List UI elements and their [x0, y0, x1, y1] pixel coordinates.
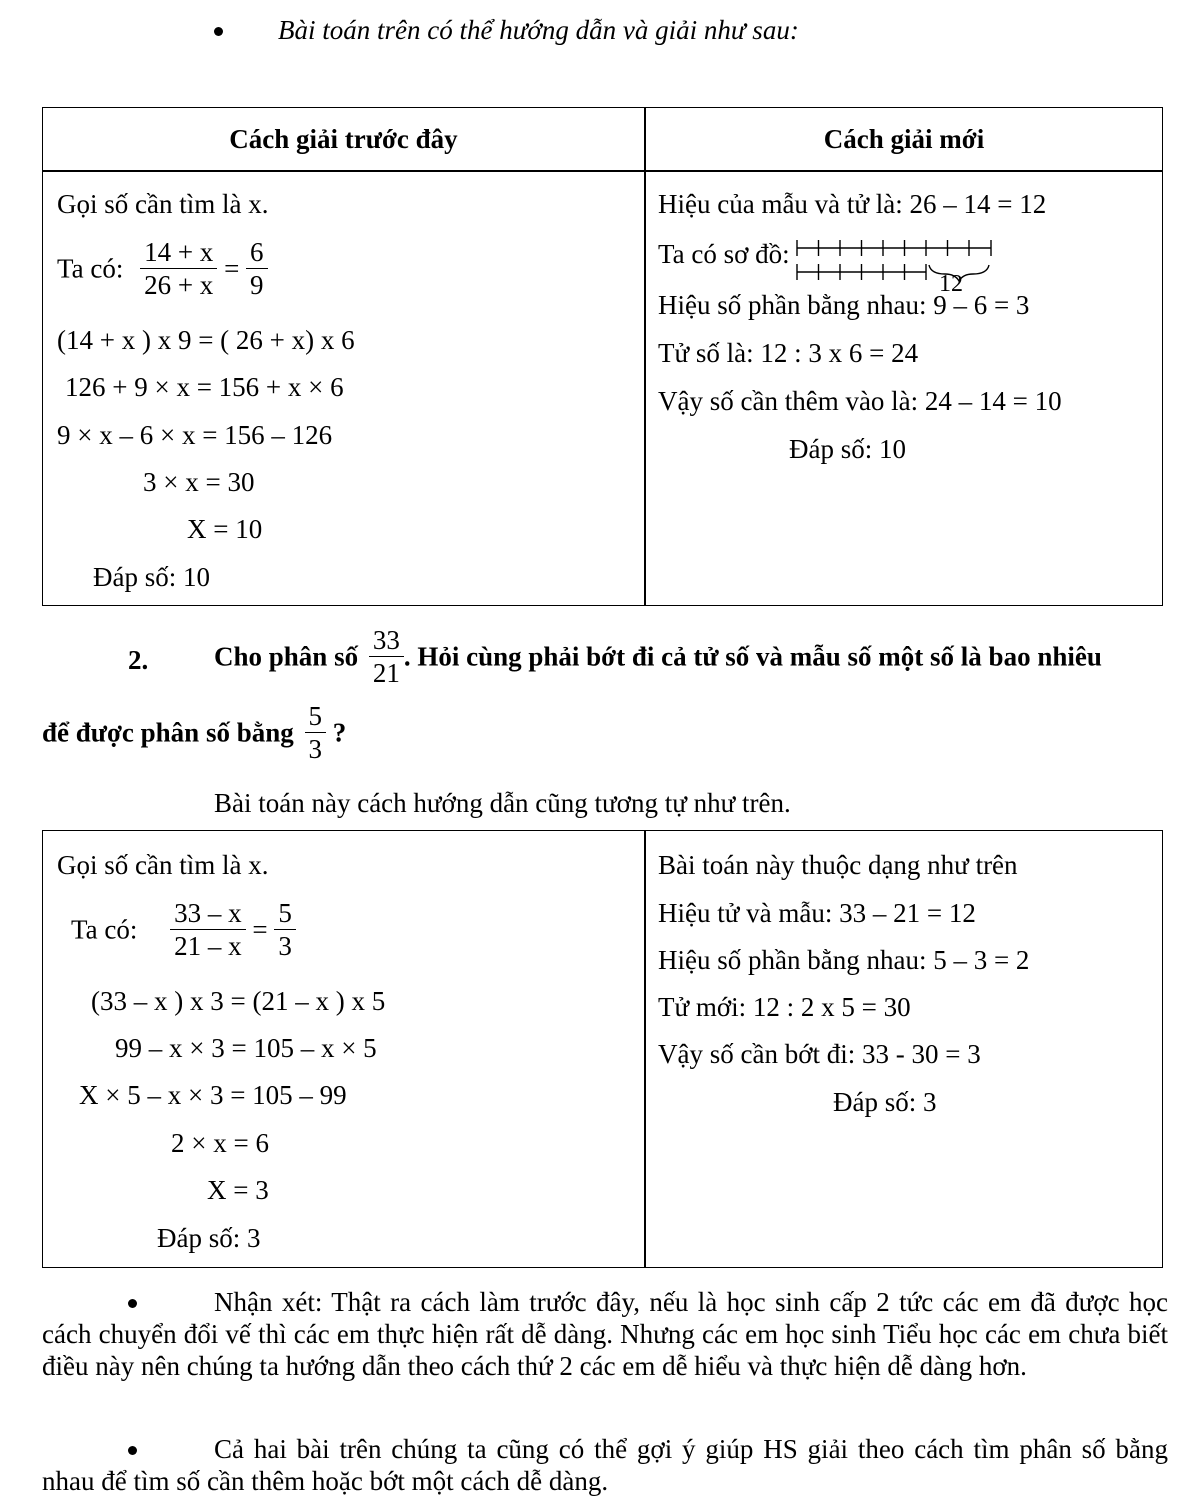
new-line-5: Vậy số cần thêm vào là: 24 – 14 = 10: [658, 386, 1062, 416]
problem-number: 2.: [128, 645, 149, 675]
fraction: $\frac{14 + x}{26 + x}$: [140, 236, 217, 302]
old-line-3: (14 + x ) x 9 = ( 26 + x) x 6: [57, 325, 355, 355]
new-line-1: Bài toán này thuộc dạng như trên: [658, 850, 1018, 880]
remark-paragraph-2: Cả hai bài trên chúng ta cũng có thể gợi ý giúp HS giải theo cách tìm phân số bằng nhau để tìm số cần thêm hoặc bớt một cách dễ dàng.: [42, 1434, 1168, 1496]
new-answer: Đáp số: 3: [833, 1087, 937, 1117]
new-line-3: Hiệu số phần bằng nhau: 5 – 3 = 2: [658, 945, 1030, 975]
new-line-3: Hiệu số phần bằng nhau: 9 – 6 = 3: [658, 290, 1030, 320]
old-line-7: X = 10: [187, 514, 263, 544]
new-line-5: Vậy số cần bớt đi: 33 - 30 = 3: [658, 1039, 981, 1069]
old-line-5: X × 5 – x × 3 = 105 – 99: [79, 1080, 347, 1110]
new-line-1: Hiệu của mẫu và tử là: 26 – 14 = 12: [658, 189, 1047, 219]
taco-label: Ta có:: [71, 914, 138, 945]
old-line-1: Gọi số cần tìm là x.: [57, 850, 269, 880]
new-line-4: Tử số là: 12 : 3 x 6 = 24: [658, 338, 919, 368]
header-new-method: Cách giải mới: [823, 124, 985, 154]
fraction: $\frac{5}{3}$: [274, 897, 296, 963]
old-line-6: 3 × x = 30: [143, 467, 255, 497]
old-line-4: 99 – x × 3 = 105 – x × 5: [115, 1033, 377, 1063]
solution-table-2: [42, 830, 1163, 1268]
note-text: Bài toán này cách hướng dẫn cũng tương tự như trên.: [214, 788, 791, 818]
new-line-2: Hiệu tử và mẫu: 33 – 21 = 12: [658, 898, 976, 928]
old-line-6: 2 × x = 6: [171, 1128, 269, 1158]
remark-paragraph-1: Nhận xét: Thật ra cách làm trước đây, nếu là học sinh cấp 2 tức các em đã được học cách chuyển đổi vế thì các em thực hiện rất dễ dàng. Nhưng các em học sinh Tiểu học các em chưa biết điều này nên chúng ta hướng dẫn theo cách thứ 2 các em dễ hiểu và thực hiện dễ dàng hơn.: [42, 1287, 1168, 1381]
old-equation: Ta có: $\frac{33 - x}{21 - x}$ = $\frac{5}{3}$: [71, 897, 296, 963]
taco-label: Ta có:: [57, 253, 124, 284]
fraction: $\frac{5}{3}$: [305, 700, 327, 766]
old-answer: Đáp số: 10: [93, 562, 210, 592]
fraction: $\frac{33 - x}{21 - x}$: [170, 897, 246, 963]
header-old-method: Cách giải trước đây: [229, 124, 458, 154]
intro-text: Bài toán trên có thể hướng dẫn và giải như sau:: [278, 15, 799, 45]
new-line-2: Ta có sơ đồ:: [658, 239, 790, 269]
bullet: [214, 27, 223, 36]
old-line-1: Gọi số cần tìm là x.: [57, 189, 269, 219]
old-line-3: (33 – x ) x 3 = (21 – x ) x 5: [91, 986, 386, 1016]
problem-2-line-2: để được phân số bằng $\frac{5}{3}$ ?: [42, 701, 347, 765]
problem-2-line-1: Cho phân số $\frac{33}{21}$ . Hỏi cùng phải bớt đi cả tử số và mẫu số một số là bao nhiêu: [214, 625, 1102, 689]
column-divider: [644, 108, 646, 605]
solution-table-1: [42, 107, 1163, 606]
fraction: $\frac{6}{9}$: [246, 236, 268, 302]
new-answer: Đáp số: 10: [789, 434, 906, 464]
fraction: $\frac{33}{21}$: [369, 624, 404, 690]
old-answer: Đáp số: 3: [157, 1223, 261, 1253]
column-divider: [644, 831, 646, 1267]
diagram-label: 12: [939, 271, 963, 297]
old-line-5: 9 × x – 6 × x = 156 – 126: [57, 420, 333, 450]
old-line-7: X = 3: [207, 1175, 269, 1205]
new-line-4: Tử mới: 12 : 2 x 5 = 30: [658, 992, 911, 1022]
old-equation: Ta có: $\frac{14 + x}{26 + x}$ = $\frac{6}{9}$: [57, 236, 268, 302]
header-divider: [43, 170, 1162, 172]
old-line-4: 126 + 9 × x = 156 + x × 6: [65, 372, 344, 402]
